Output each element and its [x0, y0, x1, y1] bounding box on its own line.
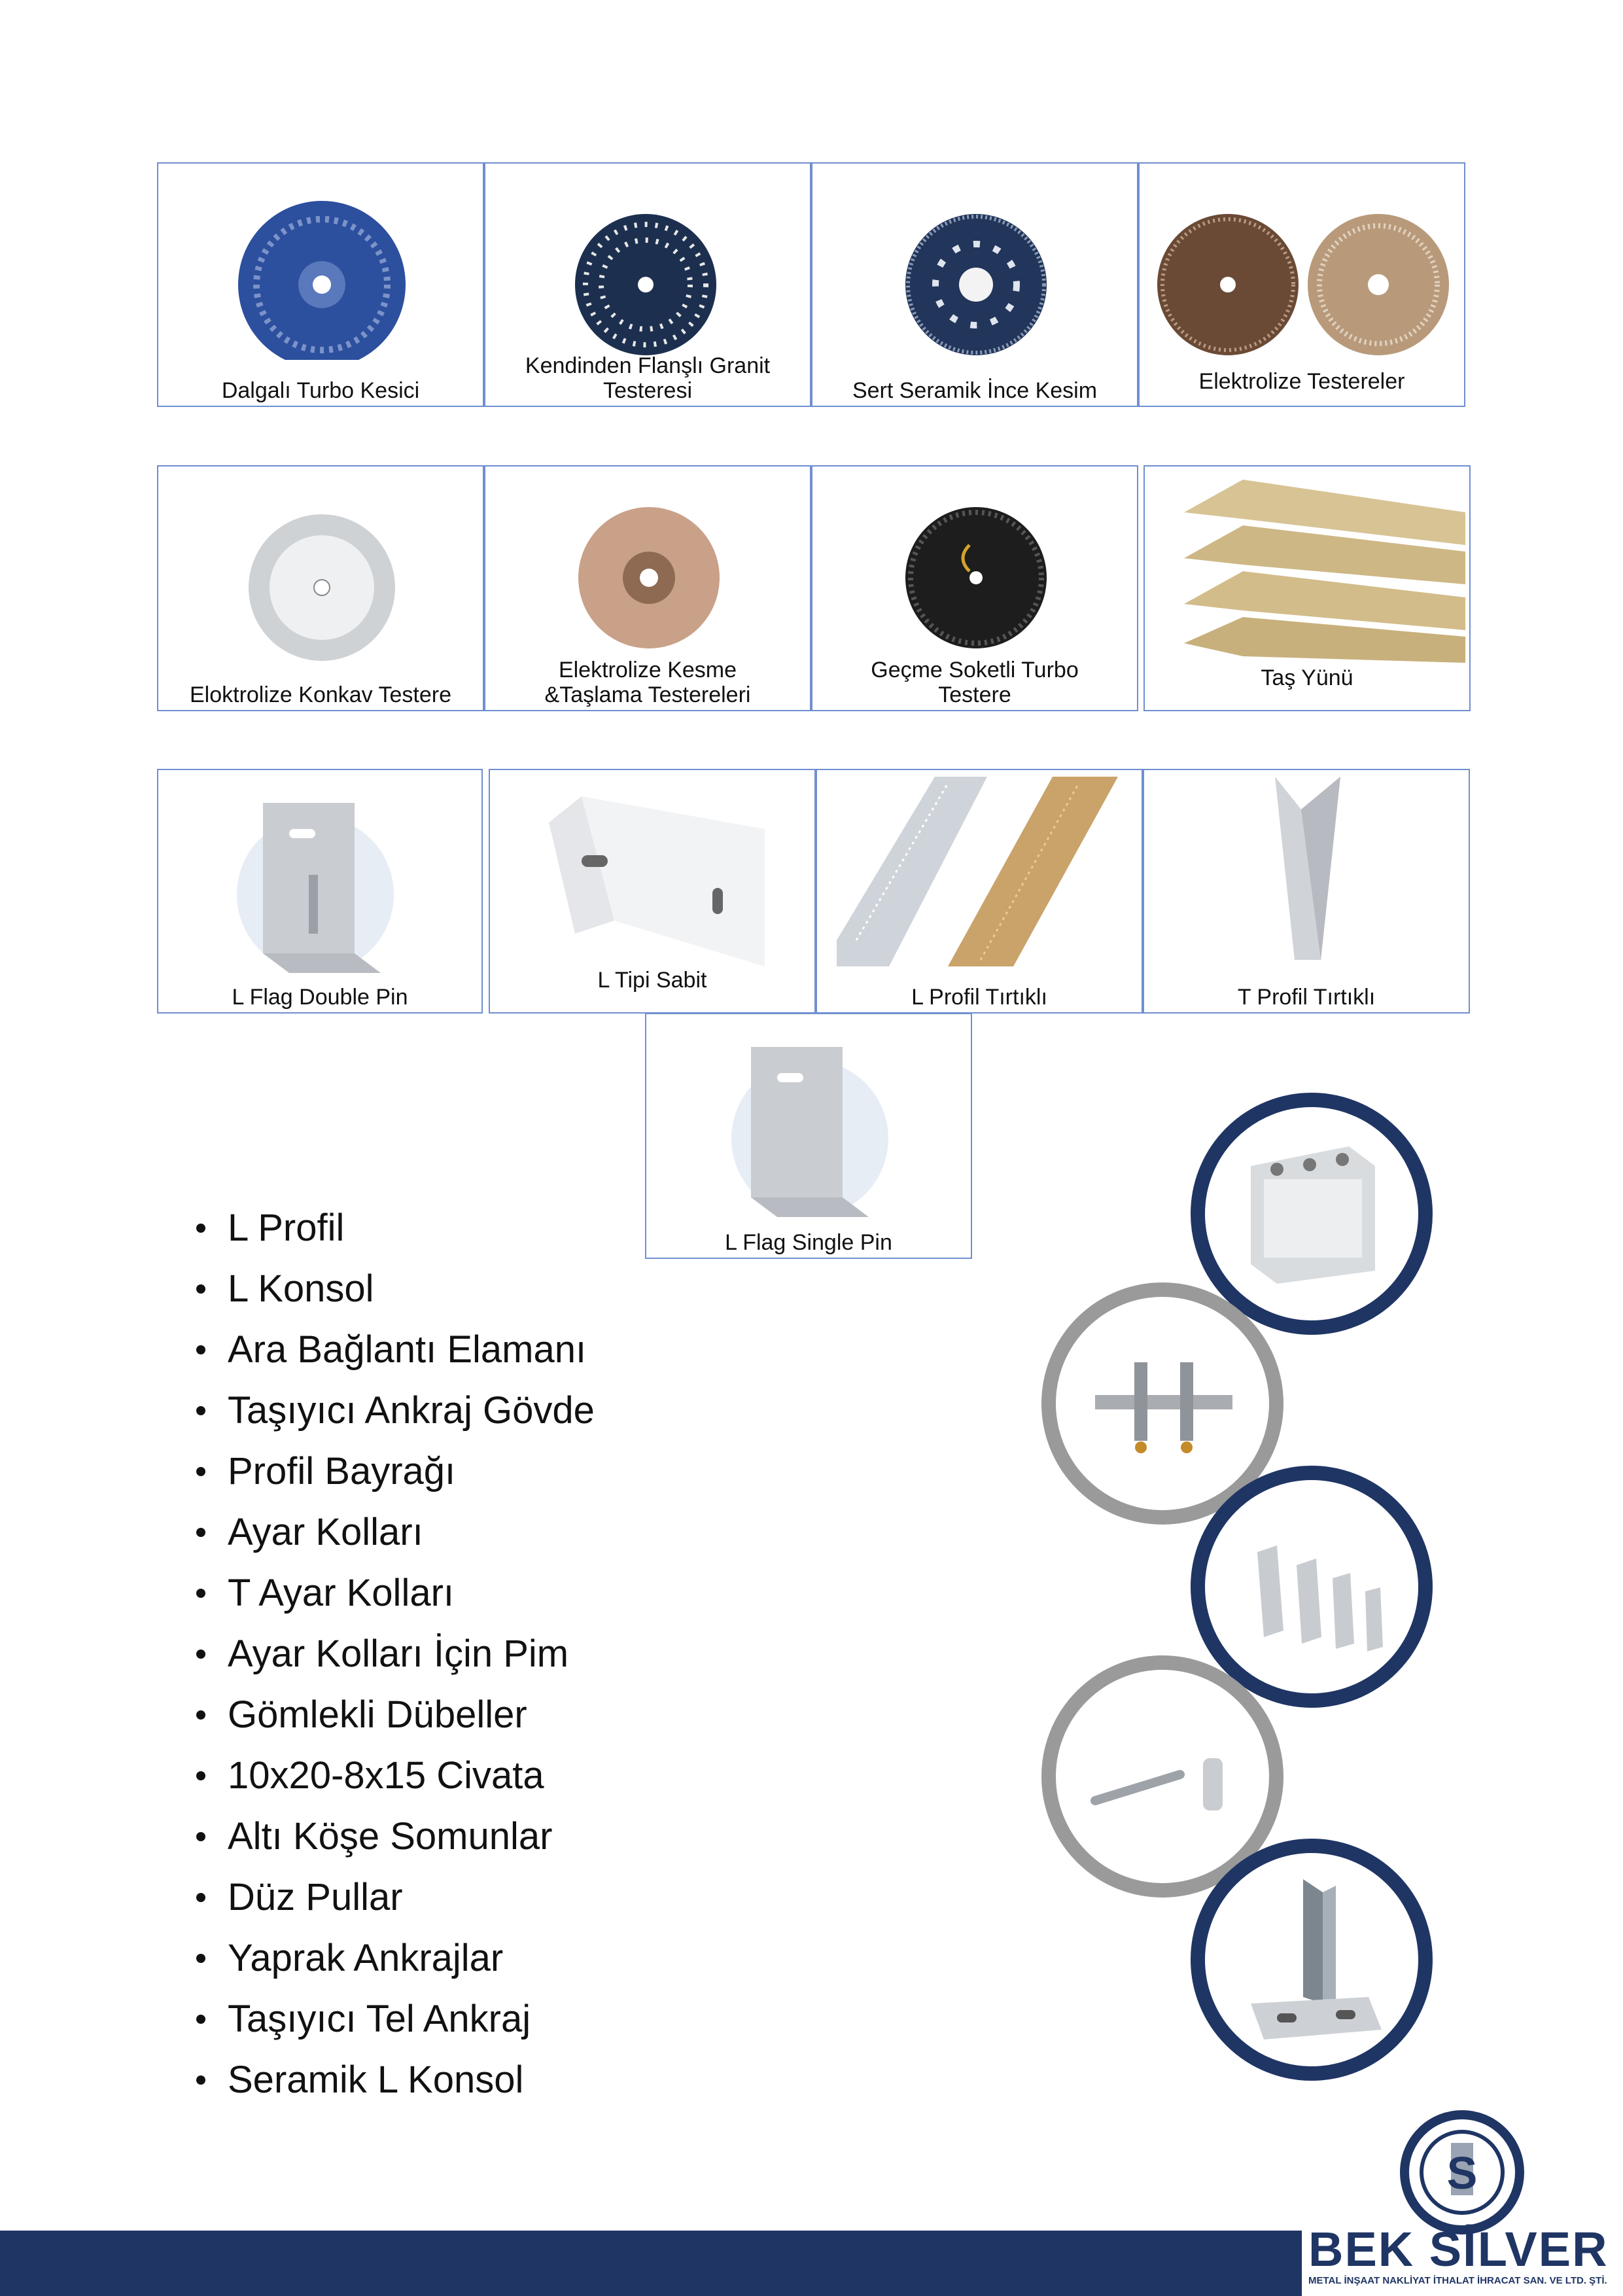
- product-caption: Geçme Soketli Turbo Testere: [871, 658, 1079, 707]
- list-item: 10x20-8x15 Civata: [196, 1745, 595, 1806]
- brand-name: BEK SİLVER: [1308, 2222, 1609, 2276]
- product-card-electrolyzed-saws: [1138, 162, 1465, 407]
- product-card-stone-wool: [1143, 465, 1471, 711]
- list-item: L Konsol: [196, 1258, 595, 1319]
- footer-bar: [0, 2231, 1302, 2296]
- component-list: [196, 1197, 595, 2110]
- product-caption: Taş Yünü: [1261, 665, 1353, 690]
- product-caption: L Flag Single Pin: [725, 1230, 892, 1255]
- product-caption: Sert Seramik İnce Kesim: [852, 378, 1098, 403]
- list-item: Ayar Kolları İçin Pim: [196, 1623, 595, 1684]
- product-caption: Kendinden Flanşlı Granit Testeresi: [525, 353, 771, 403]
- t-profile-knurled-image: [1144, 770, 1471, 986]
- product-card-socket-turbo-saw: [811, 465, 1138, 711]
- product-caption: L Profil Tırtıklı: [911, 985, 1047, 1010]
- product-card-ceramic-cut: [811, 162, 1138, 407]
- product-card-t-profile-knurled: [1143, 769, 1470, 1014]
- product-card-concave-saw: [157, 465, 484, 711]
- list-item: Yaprak Ankrajlar: [196, 1928, 595, 1988]
- ceramic-disc-image: [812, 164, 1140, 360]
- product-card-l-flag-double-pin: [157, 769, 483, 1014]
- l-flag-single-pin-image: [646, 1014, 973, 1237]
- product-caption: Dalgalı Turbo Kesici: [221, 378, 420, 403]
- product-card-l-profile-knurled: [816, 769, 1143, 1014]
- list-item: Düz Pullar: [196, 1867, 595, 1928]
- product-caption: L Flag Double Pin: [232, 985, 408, 1010]
- product-card-granite-saw: [484, 162, 811, 407]
- list-item: Altı Köşe Somunlar: [196, 1806, 595, 1867]
- l-type-fixed-image: [490, 770, 817, 986]
- list-item: Taşıyıcı Tel Ankraj: [196, 1988, 595, 2049]
- l-profile-knurled-image: [817, 770, 1144, 993]
- product-caption: L Tipi Sabit: [597, 968, 707, 993]
- product-card-turbo-cutter: [157, 162, 484, 407]
- electrolyzed-discs-image: [1140, 164, 1467, 360]
- granite-saw-disc-image: [485, 164, 812, 360]
- list-item: Gömlekli Dübeller: [196, 1684, 595, 1745]
- ring-image-t-bracket: [1191, 1839, 1433, 2081]
- product-caption: Elektrolize Kesme &Taşlama Testereleri: [544, 658, 751, 707]
- list-item: Seramik L Konsol: [196, 2049, 595, 2110]
- product-caption: T Profil Tırtıklı: [1237, 985, 1376, 1010]
- product-caption: Eloktrolize Konkav Testere: [189, 682, 451, 707]
- brand-logo-icon: [1302, 2107, 1623, 2238]
- list-item: Profil Bayrağı: [196, 1441, 595, 1502]
- list-item: L Profil: [196, 1197, 595, 1258]
- list-item: Ayar Kolları: [196, 1502, 595, 1563]
- blue-turbo-disc-image: [158, 164, 485, 360]
- product-card-l-flag-single-pin: [645, 1013, 972, 1259]
- product-card-l-type-fixed: [489, 769, 816, 1014]
- socket-turbo-disc-image: [812, 467, 1140, 663]
- cut-grind-disc-image: [485, 467, 812, 663]
- list-item: Taşıyıcı Ankraj Gövde: [196, 1380, 595, 1441]
- brand-subtitle: METAL İNŞAAT NAKLİYAT İTHALAT İHRACAT SAN. VE LTD. ŞTİ.: [1308, 2275, 1607, 2286]
- list-item: Ara Bağlantı Elamanı: [196, 1319, 595, 1380]
- product-card-cut-grind-saw: [484, 465, 811, 711]
- stone-wool-slabs-image: [1145, 467, 1472, 682]
- product-caption: Elektrolize Testereler: [1198, 369, 1405, 394]
- list-item: T Ayar Kolları: [196, 1563, 595, 1623]
- l-flag-double-pin-image: [158, 770, 484, 993]
- concave-disc-image: [158, 467, 485, 663]
- svg-text:S: S: [1446, 2147, 1478, 2199]
